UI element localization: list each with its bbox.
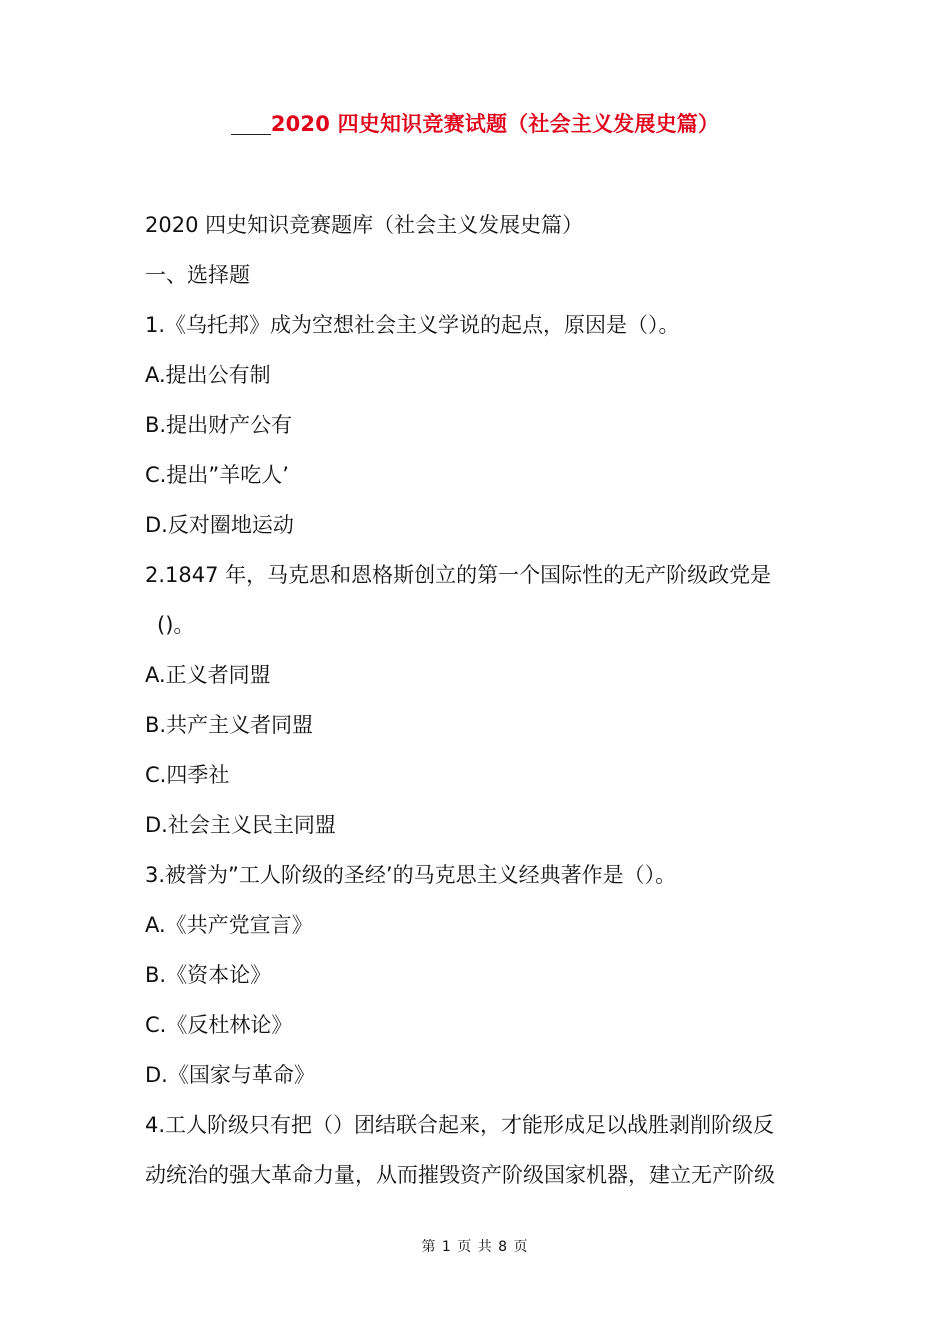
title-block xyxy=(0,108,950,138)
question-3-option-d: D.《国家与革命》 xyxy=(145,1063,315,1087)
page-footer: 第 1 页 共 8 页 xyxy=(421,1239,529,1255)
question-2-option-d: D.社会主义民主同盟 xyxy=(145,813,336,837)
question-3-option-b: B.《资本论》 xyxy=(145,963,272,987)
question-3-stem: 3.被誉为”工人阶级的圣经’的马克思主义经典著作是（）。 xyxy=(145,863,677,887)
question-1-option-d: D.反对圈地运动 xyxy=(145,513,294,537)
document-title: 2020 四史知识竞赛试题（社会主义发展史篇） xyxy=(270,112,720,136)
question-2-option-a: A.正义者同盟 xyxy=(145,663,271,687)
question-2-option-b: B.共产主义者同盟 xyxy=(145,713,314,737)
question-3-option-a: A.《共产党宣言》 xyxy=(145,913,313,937)
question-1-option-a: A.提出公有制 xyxy=(145,363,271,387)
question-2-option-c: C.四季社 xyxy=(145,763,230,787)
question-3-option-c: C.《反杜林论》 xyxy=(145,1013,293,1037)
title-underline-rule xyxy=(231,134,271,135)
document-body xyxy=(145,200,835,1200)
document-subtitle: 2020 四史知识竞赛题库（社会主义发展史篇） xyxy=(145,213,584,237)
question-1-option-c: C.提出”羊吃人’ xyxy=(145,463,289,487)
question-2-stem-line-2: ()。 xyxy=(157,613,195,637)
question-4-stem-line-2: 动统治的强大革命力量，从而摧毁资产阶级国家机器，建立无产阶级 xyxy=(145,1163,775,1187)
section-heading: 一、选择题 xyxy=(145,263,250,287)
question-1-stem: 1.《乌托邦》成为空想社会主义学说的起点，原因是（）。 xyxy=(145,313,680,337)
question-4-stem-line-1: 4.工人阶级只有把（）团结联合起来，才能形成足以战胜剥削阶级反 xyxy=(145,1113,775,1137)
question-1-option-b: B.提出财产公有 xyxy=(145,413,293,437)
question-2-stem-line-1: 2.1847 年，马克思和恩格斯创立的第一个国际性的无产阶级政党是 xyxy=(145,563,772,587)
